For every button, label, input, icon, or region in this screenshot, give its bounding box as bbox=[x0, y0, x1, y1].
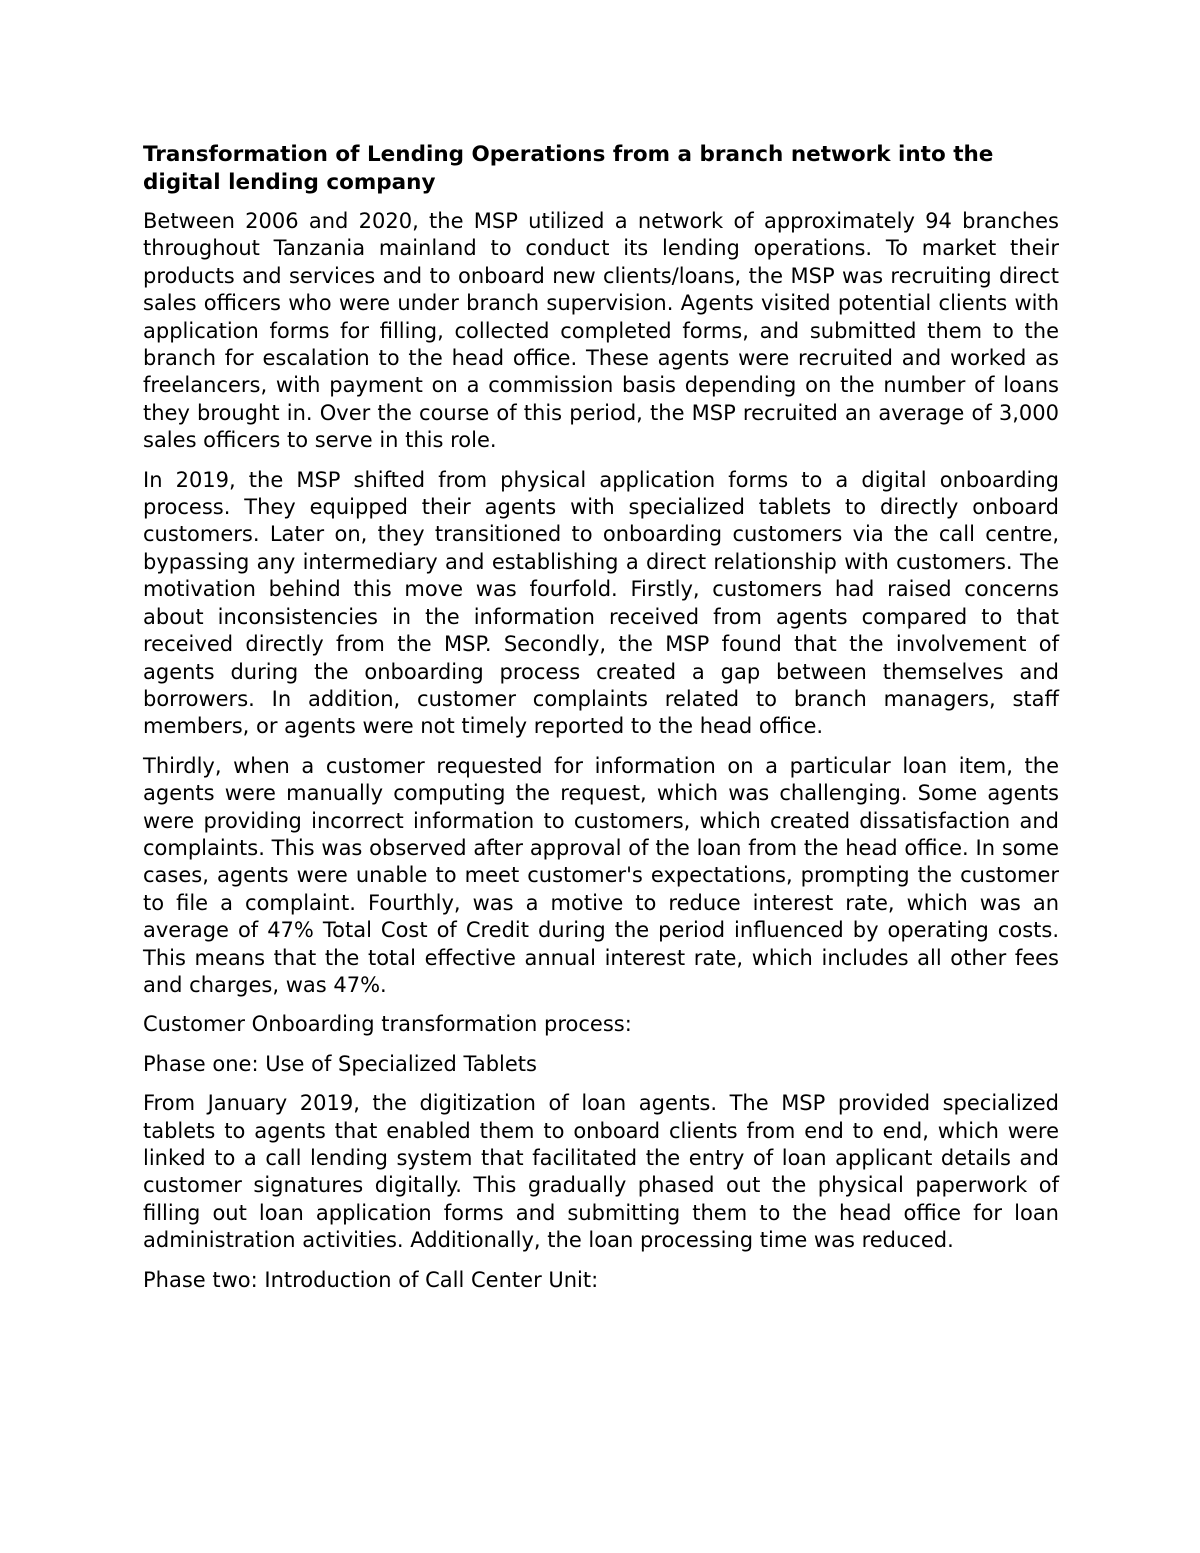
phase-one-heading: Phase one: Use of Specialized Tablets bbox=[143, 1051, 537, 1076]
paragraph-digital-shift: In 2019, the MSP shifted from physical application forms to a digital onboarding process. They equipped their agents with specialized tablets to directly onboard customers. Later on, they transitioned to onboarding customers via the call centre, bypassing any intermediary and establishing a direct relationship with customers. The motivation behind this move was fourfold. Firstly, customers had raised concerns about inconsistencies in the information received from agents compared to that received directly from the MSP. Secondly, the MSP found that the involvement of agents during the onboarding process created a gap between themselves and borrowers. In addition, customer complaints related to branch managers, staff members, or agents were not timely reported to the head office. bbox=[143, 467, 1059, 739]
document-title: Transformation of Lending Operations from a branch network into the digital lending company bbox=[143, 142, 994, 195]
paragraph-branch-network: Between 2006 and 2020, the MSP utilized a network of approximately 94 branches throughout Tanzania mainland to conduct its lending operations. To market their products and services and to onboard new clients/loans, the MSP was recruiting direct sales officers who were under branch supervision. Agents visited potential clients with application forms for filling, collected completed forms, and submitted them to the branch for escalation to the head office. These agents were recruited and worked as freelancers, with payment on a commission basis depending on the number of loans they brought in. Over the course of this period, the MSP recruited an average of 3,000 sales officers to serve in this role. bbox=[143, 209, 1059, 453]
phase-two-heading: Phase two: Introduction of Call Center Unit: bbox=[143, 1267, 599, 1292]
paragraph-phase-one: From January 2019, the digitization of loan agents. The MSP provided specialized tablets to agents that enabled them to onboard clients from end to end, which were linked to a call lending system that facilitated the entry of loan applicant details and customer signatures digitally. This gradually phased out the physical paperwork of filling out loan application forms and submitting them to the head office for loan administration activities. Additionally, the loan processing time was reduced. bbox=[143, 1091, 1059, 1253]
document-body bbox=[143, 141, 1059, 1306]
paragraph-motivations: Thirdly, when a customer requested for information on a particular loan item, the agents were manually computing the request, which was challenging. Some agents were providing incorrect information to customers, which created dissatisfaction and complaints. This was observed after approval of the loan from the head office. In some cases, agents were unable to meet customer's expectations, prompting the customer to file a complaint. Fourthly, was a motive to reduce interest rate, which was an average of 47% Total Cost of Credit during the period influenced by operating costs. This means that the total effective annual interest rate, which includes all other fees and charges, was 47%. bbox=[143, 753, 1059, 997]
section-heading-onboarding: Customer Onboarding transformation process: bbox=[143, 1012, 632, 1037]
